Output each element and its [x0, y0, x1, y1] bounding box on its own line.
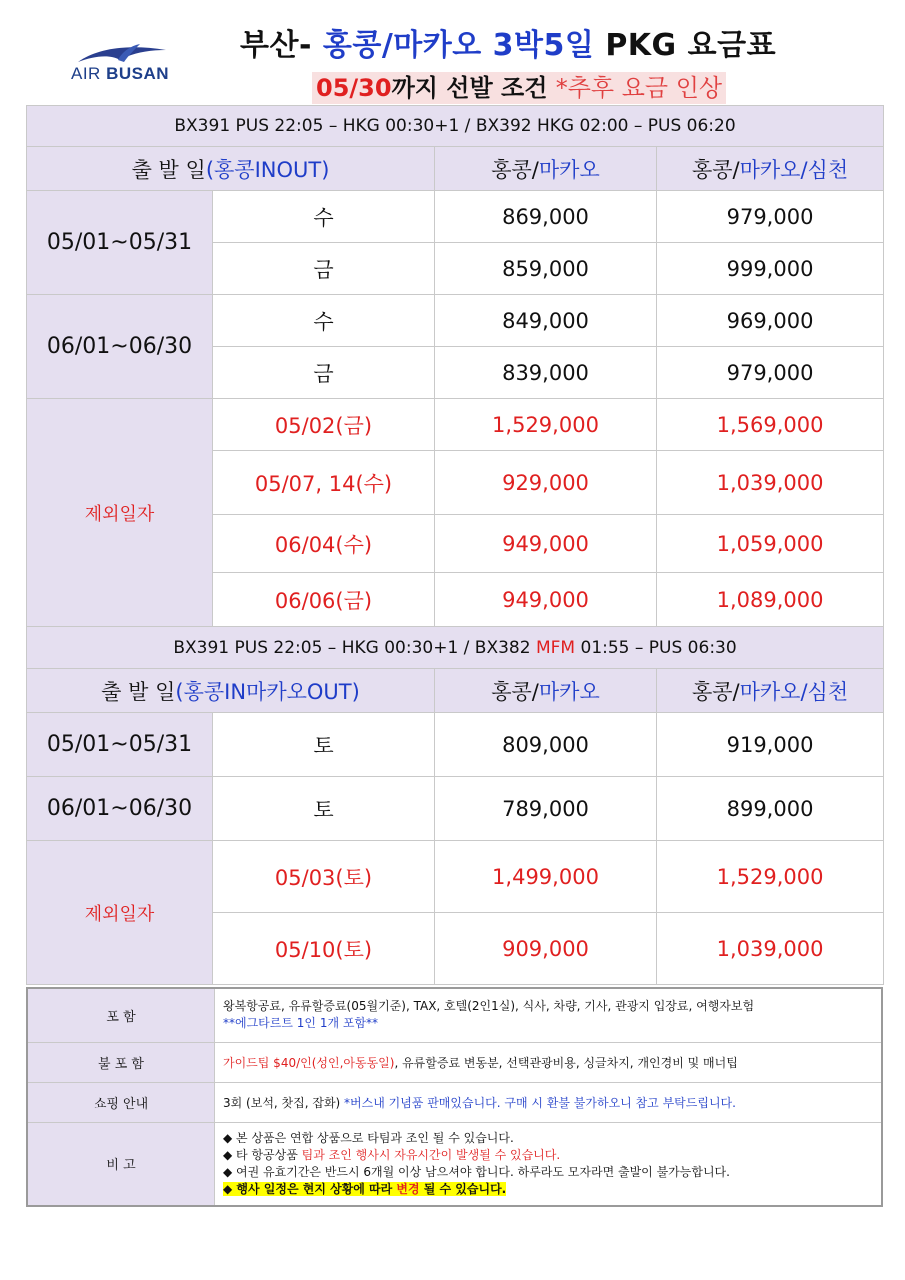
flight-info-2: BX391 PUS 22:05 – HKG 00:30+1 / BX382 MFM 01:55 – PUS 06:30 — [27, 627, 884, 669]
exclusion-date: 06/04(수) — [213, 515, 435, 573]
air-busan-logo — [58, 42, 182, 88]
day-cell: 금 — [213, 347, 435, 399]
day-cell: 수 — [213, 295, 435, 347]
exclusion-label: 제외일자 — [27, 841, 213, 985]
price-cell: 979,000 — [657, 191, 884, 243]
period-cell: 05/01~05/31 — [27, 191, 213, 295]
exclude-text: 가이드팁 $40/인(성인,아동동일), 유류할증료 변동분, 선택관광비용, 싱글차지, 개인경비 및 매너팁 — [215, 1042, 883, 1082]
exclusion-date: 06/06(금) — [213, 573, 435, 627]
exclusion-date: 05/03(토) — [213, 841, 435, 913]
price-cell: 919,000 — [657, 713, 884, 777]
exclusion-price: 1,569,000 — [657, 399, 884, 451]
page-title: 부산- 홍콩/마카오 3박5일 PKG 요금표 — [240, 28, 777, 63]
period-cell: 05/01~05/31 — [27, 713, 213, 777]
day-cell: 수 — [213, 191, 435, 243]
day-cell: 토 — [213, 713, 435, 777]
day-cell: 금 — [213, 243, 435, 295]
exclusion-price: 929,000 — [435, 451, 657, 515]
exclusion-label: 제외일자 — [27, 399, 213, 627]
day-cell: 토 — [213, 777, 435, 841]
shopping-text: 3회 (보석, 찻집, 잡화) *버스내 기념품 판매있습니다. 구매 시 환불 불가하오니 참고 부탁드립니다. — [215, 1082, 883, 1122]
exclusion-date: 05/02(금) — [213, 399, 435, 451]
exclusion-price: 1,499,000 — [435, 841, 657, 913]
include-text: 왕복항공료, 유류할증료(05월기준), TAX, 호텔(2인1실), 식사, 차량, 기사, 관광지 입장료, 여행자보험 **에그타르트 1인 1개 포함** — [215, 988, 883, 1042]
remarks-label: 비 고 — [27, 1122, 215, 1206]
flight-info-1: BX391 PUS 22:05 – HKG 00:30+1 / BX392 HKG 02:00 – PUS 06:20 — [27, 106, 884, 147]
info-table — [26, 987, 883, 1207]
exclusion-price: 1,529,000 — [435, 399, 657, 451]
exclusion-date: 05/07, 14(수) — [213, 451, 435, 515]
header-hk-macau-1: 홍콩/마카오 — [435, 147, 657, 191]
exclusion-price: 1,089,000 — [657, 573, 884, 627]
price-cell: 849,000 — [435, 295, 657, 347]
exclusion-price: 1,529,000 — [657, 841, 884, 913]
price-cell: 979,000 — [657, 347, 884, 399]
price-cell: 789,000 — [435, 777, 657, 841]
remarks-text: ◆ 본 상품은 연합 상품으로 타팀과 조인 될 수 있습니다. ◆ 타 항공상품 팀과 조인 행사시 자유시간이 발생될 수 있습니다. ◆ 여권 유효기간은 반드시 6개월 이상 남으셔야 합니다. 하루라도 모자라면 출발이 불가능합니다. ◆ 행사 일정은 현지 상황에 따라 변경 될 수 있습니다. — [215, 1122, 883, 1206]
price-cell: 839,000 — [435, 347, 657, 399]
exclude-label: 불 포 함 — [27, 1042, 215, 1082]
period-cell: 06/01~06/30 — [27, 777, 213, 841]
header-date-2: 출 발 일(홍콩IN마카오OUT) — [27, 669, 435, 713]
exclusion-price: 949,000 — [435, 573, 657, 627]
exclusion-price: 949,000 — [435, 515, 657, 573]
price-cell: 859,000 — [435, 243, 657, 295]
price-table — [26, 105, 884, 985]
page-subtitle: 05/30까지 선발 조건 *추후 요금 인상 — [312, 72, 726, 104]
exclusion-price: 909,000 — [435, 913, 657, 985]
header-hk-macau-shenzhen-1: 홍콩/마카오/심천 — [657, 147, 884, 191]
include-label: 포 함 — [27, 988, 215, 1042]
shopping-label: 쇼핑 안내 — [27, 1082, 215, 1122]
exclusion-price: 1,059,000 — [657, 515, 884, 573]
exclusion-date: 05/10(토) — [213, 913, 435, 985]
exclusion-price: 1,039,000 — [657, 451, 884, 515]
header-date-1: 출 발 일(홍콩INOUT) — [27, 147, 435, 191]
price-cell: 969,000 — [657, 295, 884, 347]
price-cell: 899,000 — [657, 777, 884, 841]
price-cell: 809,000 — [435, 713, 657, 777]
logo-wordmark: AIR BUSAN — [70, 64, 170, 83]
price-cell: 869,000 — [435, 191, 657, 243]
header-hk-macau-2: 홍콩/마카오 — [435, 669, 657, 713]
exclusion-price: 1,039,000 — [657, 913, 884, 985]
header-hk-macau-shenzhen-2: 홍콩/마카오/심천 — [657, 669, 884, 713]
period-cell: 06/01~06/30 — [27, 295, 213, 399]
price-cell: 999,000 — [657, 243, 884, 295]
